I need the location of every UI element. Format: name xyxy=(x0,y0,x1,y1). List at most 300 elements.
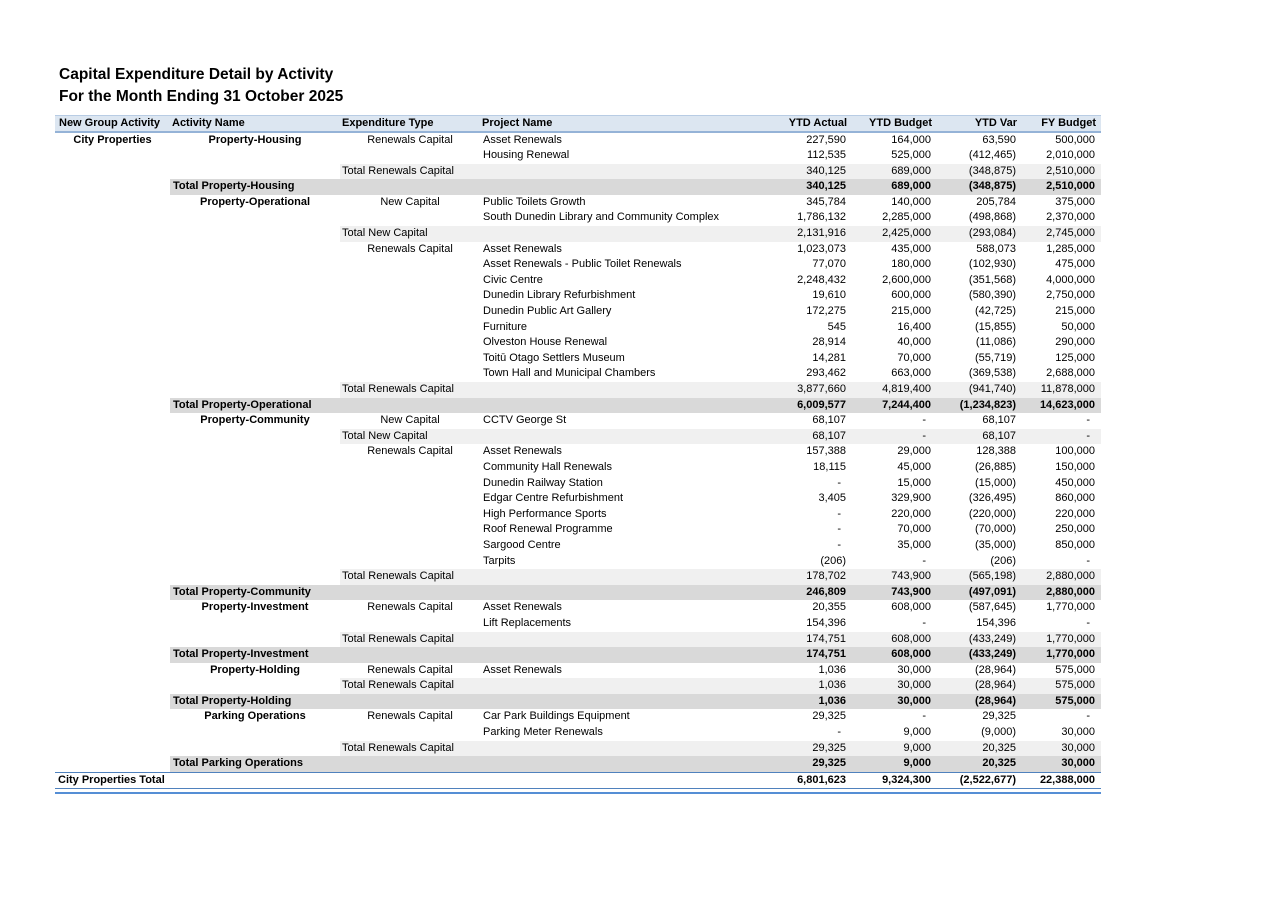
cell-ytd-actual: 14,281 xyxy=(812,351,846,364)
cell-ytd-actual: 19,610 xyxy=(812,289,846,302)
cell-expenditure-type: New Capital xyxy=(380,195,440,208)
cell-project: South Dunedin Library and Community Complex xyxy=(483,211,720,224)
cell-activity xyxy=(170,382,340,398)
table-row xyxy=(55,772,1101,789)
cell-ytd-actual: - xyxy=(837,507,841,520)
cell-ytd-budget: - xyxy=(922,710,926,723)
table-row xyxy=(55,242,1101,258)
cell-project: Civic Centre xyxy=(483,273,543,286)
table-row xyxy=(55,257,1101,273)
cell-activity: Parking Operations xyxy=(204,710,306,723)
cell-expenditure-type: Renewals Capital xyxy=(367,601,453,614)
cell-ytd-budget: 4,819,400 xyxy=(852,382,937,398)
cell-ytd-var: (587,645) xyxy=(968,601,1016,614)
cell-ytd-budget: 689,000 xyxy=(852,179,937,195)
total-label: Total Property-Holding xyxy=(170,694,740,710)
cell-group: City Properties xyxy=(73,133,152,146)
cell-ytd-budget: 2,425,000 xyxy=(852,226,937,242)
cell-ytd-var: 20,325 xyxy=(937,741,1022,757)
cell-group xyxy=(55,257,170,273)
table-row xyxy=(55,678,1101,694)
cell-group xyxy=(55,476,170,492)
subtotal-label: Total Renewals Capital xyxy=(340,382,740,398)
cell-group xyxy=(55,320,170,336)
cell-project: Asset Renewals xyxy=(483,601,562,614)
cell-fy-budget: - xyxy=(1086,710,1090,723)
cell-activity xyxy=(170,288,340,304)
table-row xyxy=(55,320,1101,336)
cell-ytd-budget: 743,900 xyxy=(852,585,937,601)
cell-ytd-budget: 9,000 xyxy=(903,726,931,739)
capital-expenditure-report xyxy=(55,64,1101,794)
cell-ytd-budget: 608,000 xyxy=(852,647,937,663)
cell-expenditure-type xyxy=(340,538,480,554)
cell-activity: Property-Operational xyxy=(199,195,311,208)
cell-ytd-var: (580,390) xyxy=(968,289,1016,302)
cell-project: Dunedin Public Art Gallery xyxy=(483,305,612,318)
cell-ytd-actual: 2,248,432 xyxy=(797,273,846,286)
cell-ytd-actual: 20,355 xyxy=(812,601,846,614)
cell-group xyxy=(55,351,170,367)
cell-project: Edgar Centre Refurbishment xyxy=(483,492,624,505)
cell-ytd-budget: 16,400 xyxy=(897,320,931,333)
cell-ytd-actual: 174,751 xyxy=(740,632,852,648)
table-row xyxy=(55,195,1101,211)
column-header-project-name: Project Name xyxy=(480,116,740,132)
cell-fy-budget: 215,000 xyxy=(1055,305,1095,318)
cell-group xyxy=(55,694,170,710)
cell-fy-budget: 2,880,000 xyxy=(1022,569,1101,585)
cell-ytd-actual: 2,131,916 xyxy=(740,226,852,242)
cell-ytd-budget: - xyxy=(922,554,926,567)
cell-ytd-budget: 600,000 xyxy=(891,289,931,302)
cell-group xyxy=(55,756,170,772)
cell-ytd-var: 20,325 xyxy=(937,756,1022,772)
table-row xyxy=(55,507,1101,523)
cell-ytd-var: (28,964) xyxy=(937,694,1022,710)
table-row xyxy=(55,569,1101,585)
cell-ytd-actual: 28,914 xyxy=(812,336,846,349)
subtotal-label: Total Renewals Capital xyxy=(340,164,740,180)
cell-ytd-actual: 157,388 xyxy=(806,445,846,458)
column-header-ytd-var: YTD Var xyxy=(937,116,1022,132)
cell-expenditure-type xyxy=(340,210,480,226)
cell-fy-budget: 30,000 xyxy=(1022,741,1101,757)
cell-ytd-actual: 77,070 xyxy=(812,258,846,271)
cell-activity xyxy=(170,616,340,632)
cell-fy-budget: 575,000 xyxy=(1022,694,1101,710)
cell-activity xyxy=(170,273,340,289)
cell-group xyxy=(55,460,170,476)
cell-ytd-var: (565,198) xyxy=(937,569,1022,585)
cell-ytd-actual: - xyxy=(837,476,841,489)
cell-project: Town Hall and Municipal Chambers xyxy=(483,367,656,380)
subtotal-label: Total New Capital xyxy=(340,429,740,445)
cell-activity xyxy=(170,569,340,585)
cell-ytd-actual: 1,036 xyxy=(740,694,852,710)
cell-activity xyxy=(170,429,340,445)
cell-group xyxy=(55,632,170,648)
cell-expenditure-type xyxy=(340,366,480,382)
table-row xyxy=(55,429,1101,445)
cell-ytd-actual: 1,023,073 xyxy=(797,242,846,255)
table-row xyxy=(55,179,1101,195)
table-header-row xyxy=(55,116,1101,132)
cell-ytd-budget: - xyxy=(852,429,937,445)
cell-fy-budget: 2,688,000 xyxy=(1046,367,1095,380)
cell-ytd-budget: - xyxy=(922,616,926,629)
table-row xyxy=(55,616,1101,632)
cell-activity xyxy=(170,148,340,164)
table-row xyxy=(55,164,1101,180)
cell-project: Asset Renewals xyxy=(483,133,562,146)
cell-ytd-var: 588,073 xyxy=(976,242,1016,255)
cell-ytd-var: (28,964) xyxy=(937,678,1022,694)
cell-ytd-var: (433,249) xyxy=(937,632,1022,648)
cell-ytd-budget: 2,285,000 xyxy=(882,211,931,224)
cell-project: Tarpits xyxy=(483,554,516,567)
cell-project: Public Toilets Growth xyxy=(483,195,586,208)
cell-ytd-actual: - xyxy=(837,538,841,551)
table-row xyxy=(55,647,1101,663)
cell-activity: Property-Investment xyxy=(201,601,309,614)
cell-ytd-budget: 9,324,300 xyxy=(852,772,937,789)
cell-ytd-actual: 112,535 xyxy=(807,149,846,162)
cell-fy-budget: 50,000 xyxy=(1061,320,1095,333)
cell-activity xyxy=(170,460,340,476)
table-row xyxy=(55,444,1101,460)
table-row xyxy=(55,756,1101,772)
column-header-expenditure-type: Expenditure Type xyxy=(340,116,480,132)
cell-ytd-budget: 329,900 xyxy=(891,492,931,505)
cell-ytd-var: (2,522,677) xyxy=(937,772,1022,789)
column-header-activity-name: Activity Name xyxy=(170,116,340,132)
cell-project: High Performance Sports xyxy=(483,507,607,520)
cell-group xyxy=(55,709,170,725)
cell-ytd-var: (941,740) xyxy=(937,382,1022,398)
cell-group xyxy=(55,538,170,554)
cell-expenditure-type: Renewals Capital xyxy=(367,445,453,458)
cell-project: Asset Renewals xyxy=(483,663,562,676)
grand-total-label: City Properties Total xyxy=(55,772,740,789)
cell-ytd-budget: 70,000 xyxy=(897,351,931,364)
cell-group xyxy=(55,288,170,304)
cell-ytd-actual: 6,801,623 xyxy=(740,772,852,789)
cell-ytd-var: (293,084) xyxy=(937,226,1022,242)
cell-expenditure-type xyxy=(340,320,480,336)
cell-ytd-budget: 30,000 xyxy=(897,663,931,676)
cell-ytd-actual: 246,809 xyxy=(740,585,852,601)
cell-ytd-var: 68,107 xyxy=(982,414,1016,427)
cell-ytd-budget: 608,000 xyxy=(891,601,931,614)
cell-fy-budget: 150,000 xyxy=(1055,460,1095,473)
cell-activity xyxy=(170,242,340,258)
subtotal-label: Total Renewals Capital xyxy=(340,632,740,648)
cell-group xyxy=(55,304,170,320)
cell-group xyxy=(55,647,170,663)
cell-group xyxy=(55,429,170,445)
cell-ytd-var: (9,000) xyxy=(981,726,1016,739)
cell-ytd-budget: 140,000 xyxy=(891,195,931,208)
cell-ytd-budget: - xyxy=(922,414,926,427)
cell-ytd-actual: 1,786,132 xyxy=(797,211,846,224)
cell-expenditure-type: Renewals Capital xyxy=(367,663,453,676)
cell-ytd-budget: 2,600,000 xyxy=(882,273,931,286)
table-row xyxy=(55,382,1101,398)
table-row xyxy=(55,460,1101,476)
cell-ytd-var: (220,000) xyxy=(968,507,1016,520)
cell-fy-budget: 30,000 xyxy=(1061,726,1095,739)
cell-ytd-var: (348,875) xyxy=(937,164,1022,180)
cell-fy-budget: 475,000 xyxy=(1055,258,1095,271)
cell-fy-budget: 375,000 xyxy=(1055,195,1095,208)
cell-activity xyxy=(170,226,340,242)
cell-fy-budget: 2,510,000 xyxy=(1022,179,1101,195)
cell-expenditure-type xyxy=(340,304,480,320)
cell-project: Roof Renewal Programme xyxy=(483,523,613,536)
cell-activity xyxy=(170,507,340,523)
cell-ytd-actual: 3,405 xyxy=(818,492,846,505)
cell-project: Asset Renewals xyxy=(483,242,562,255)
cell-group xyxy=(55,569,170,585)
cell-activity xyxy=(170,366,340,382)
cell-activity xyxy=(170,164,340,180)
table-row xyxy=(55,663,1101,679)
cell-fy-budget: 30,000 xyxy=(1022,756,1101,772)
cell-ytd-var: (351,568) xyxy=(968,273,1016,286)
cell-group xyxy=(55,741,170,757)
cell-ytd-budget: 689,000 xyxy=(852,164,937,180)
cell-ytd-budget: 29,000 xyxy=(897,445,931,458)
cell-ytd-actual: 3,877,660 xyxy=(740,382,852,398)
cell-project: Sargood Centre xyxy=(483,538,561,551)
cell-expenditure-type: Renewals Capital xyxy=(367,242,453,255)
cell-ytd-actual: - xyxy=(837,523,841,536)
cell-ytd-var: (412,465) xyxy=(968,149,1016,162)
cell-ytd-actual: (206) xyxy=(820,554,846,567)
cell-fy-budget: 1,285,000 xyxy=(1046,242,1095,255)
column-header-ytd-budget: YTD Budget xyxy=(852,116,937,132)
cell-fy-budget: 2,750,000 xyxy=(1046,289,1095,302)
report-subtitle: For the Month Ending 31 October 2025 xyxy=(59,88,344,105)
cell-fy-budget: 2,745,000 xyxy=(1022,226,1101,242)
cell-expenditure-type xyxy=(340,725,480,741)
cell-ytd-var: (102,930) xyxy=(968,258,1016,271)
table-row xyxy=(55,273,1101,289)
cell-group xyxy=(55,507,170,523)
cell-group xyxy=(55,444,170,460)
cell-fy-budget: - xyxy=(1086,554,1090,567)
cell-ytd-budget: 608,000 xyxy=(852,632,937,648)
cell-expenditure-type xyxy=(340,554,480,570)
table-row xyxy=(55,632,1101,648)
cell-ytd-var: (15,855) xyxy=(975,320,1016,333)
cell-activity xyxy=(170,210,340,226)
cell-ytd-actual: 174,751 xyxy=(740,647,852,663)
cell-fy-budget: 850,000 xyxy=(1055,538,1095,551)
cell-project: Housing Renewal xyxy=(483,149,570,162)
cell-ytd-actual: 29,325 xyxy=(740,741,852,757)
cell-ytd-actual: 345,784 xyxy=(806,195,846,208)
cell-fy-budget: 220,000 xyxy=(1055,507,1095,520)
cell-ytd-budget: 743,900 xyxy=(852,569,937,585)
cell-group xyxy=(55,398,170,414)
table-row xyxy=(55,476,1101,492)
cell-fy-budget: 575,000 xyxy=(1055,663,1095,676)
cell-group xyxy=(55,585,170,601)
cell-fy-budget: 4,000,000 xyxy=(1046,273,1095,286)
report-title: Capital Expenditure Detail by Activity xyxy=(59,66,334,83)
cell-project: Dunedin Library Refurbishment xyxy=(483,289,636,302)
cell-fy-budget: 500,000 xyxy=(1055,133,1095,146)
cell-ytd-actual: 154,396 xyxy=(806,616,846,629)
cell-expenditure-type xyxy=(340,460,480,476)
table-row xyxy=(55,366,1101,382)
cell-fy-budget: 2,510,000 xyxy=(1022,164,1101,180)
table-row xyxy=(55,600,1101,616)
cell-ytd-actual: 178,702 xyxy=(740,569,852,585)
cell-group xyxy=(55,382,170,398)
cell-activity xyxy=(170,320,340,336)
cell-activity xyxy=(170,678,340,694)
cell-project: Community Hall Renewals xyxy=(483,460,612,473)
cell-ytd-actual: 68,107 xyxy=(812,414,846,427)
cell-group xyxy=(55,522,170,538)
cell-ytd-actual: 29,325 xyxy=(740,756,852,772)
cell-expenditure-type: Renewals Capital xyxy=(367,133,453,146)
cell-ytd-budget: 435,000 xyxy=(891,242,931,255)
grand-total-double-rule xyxy=(55,792,1101,794)
cell-ytd-var: (11,086) xyxy=(975,336,1016,349)
cell-group xyxy=(55,663,170,679)
cell-expenditure-type xyxy=(340,273,480,289)
cell-ytd-var: (206) xyxy=(990,554,1016,567)
cell-ytd-var: (35,000) xyxy=(975,538,1016,551)
cell-group xyxy=(55,242,170,258)
cell-group xyxy=(55,273,170,289)
cell-ytd-var: (326,495) xyxy=(968,492,1016,505)
cell-ytd-var: (28,964) xyxy=(975,663,1016,676)
cell-group xyxy=(55,148,170,164)
cell-ytd-actual: 68,107 xyxy=(740,429,852,445)
cell-ytd-actual: 1,036 xyxy=(740,678,852,694)
cell-ytd-budget: 9,000 xyxy=(852,741,937,757)
cell-group xyxy=(55,616,170,632)
cell-group xyxy=(55,226,170,242)
subtotal-label: Total Renewals Capital xyxy=(340,678,740,694)
cell-fy-budget: 450,000 xyxy=(1055,476,1095,489)
cell-group xyxy=(55,366,170,382)
cell-activity xyxy=(170,304,340,320)
subtotal-label: Total Renewals Capital xyxy=(340,569,740,585)
cell-project: Asset Renewals - Public Toilet Renewals xyxy=(483,258,682,271)
table-row xyxy=(55,288,1101,304)
cell-project: Asset Renewals xyxy=(483,445,562,458)
cell-expenditure-type xyxy=(340,616,480,632)
cell-ytd-budget: 30,000 xyxy=(852,694,937,710)
cell-activity xyxy=(170,335,340,351)
cell-fy-budget: 2,880,000 xyxy=(1022,585,1101,601)
cell-fy-budget: - xyxy=(1086,414,1090,427)
capital-expenditure-table xyxy=(55,115,1101,789)
cell-ytd-budget: 15,000 xyxy=(897,476,931,489)
cell-activity: Property-Community xyxy=(200,414,310,427)
cell-ytd-var: (55,719) xyxy=(975,351,1016,364)
cell-activity xyxy=(170,522,340,538)
cell-ytd-var: (15,000) xyxy=(975,476,1016,489)
cell-ytd-var: (369,538) xyxy=(968,367,1016,380)
table-row xyxy=(55,554,1101,570)
cell-ytd-actual: 18,115 xyxy=(813,460,846,473)
cell-fy-budget: 2,370,000 xyxy=(1046,211,1095,224)
total-label: Total Property-Investment xyxy=(170,647,740,663)
cell-ytd-var: (26,885) xyxy=(975,460,1016,473)
cell-expenditure-type xyxy=(340,335,480,351)
table-row xyxy=(55,226,1101,242)
cell-ytd-budget: 525,000 xyxy=(891,149,931,162)
table-row xyxy=(55,132,1101,149)
cell-ytd-var: 154,396 xyxy=(976,616,1016,629)
cell-fy-budget: 1,770,000 xyxy=(1022,632,1101,648)
cell-activity xyxy=(170,444,340,460)
cell-group xyxy=(55,210,170,226)
cell-fy-budget: 1,770,000 xyxy=(1046,601,1095,614)
cell-activity: Property-Housing xyxy=(208,133,302,146)
cell-group xyxy=(55,600,170,616)
table-row xyxy=(55,491,1101,507)
cell-ytd-budget: 180,000 xyxy=(891,258,931,271)
cell-activity xyxy=(170,632,340,648)
cell-fy-budget: - xyxy=(1022,429,1101,445)
cell-ytd-budget: 215,000 xyxy=(891,305,931,318)
cell-expenditure-type xyxy=(340,288,480,304)
cell-ytd-budget: 7,244,400 xyxy=(852,398,937,414)
cell-expenditure-type xyxy=(340,522,480,538)
cell-activity xyxy=(170,491,340,507)
cell-project: Dunedin Railway Station xyxy=(483,476,603,489)
cell-ytd-var: 128,388 xyxy=(976,445,1016,458)
cell-fy-budget: 125,000 xyxy=(1055,351,1095,364)
cell-ytd-var: 68,107 xyxy=(937,429,1022,445)
cell-expenditure-type: Renewals Capital xyxy=(367,710,453,723)
cell-expenditure-type xyxy=(340,257,480,273)
subtotal-label: Total Renewals Capital xyxy=(340,741,740,757)
cell-ytd-var: (1,234,823) xyxy=(937,398,1022,414)
cell-ytd-actual: 6,009,577 xyxy=(740,398,852,414)
cell-fy-budget: 11,878,000 xyxy=(1022,382,1101,398)
cell-ytd-var: 205,784 xyxy=(976,195,1016,208)
total-label: Total Property-Housing xyxy=(170,179,740,195)
cell-ytd-var: (42,725) xyxy=(975,305,1016,318)
cell-ytd-var: 63,590 xyxy=(982,133,1016,146)
cell-ytd-actual: 29,325 xyxy=(812,710,846,723)
cell-fy-budget: 14,623,000 xyxy=(1022,398,1101,414)
table-row xyxy=(55,148,1101,164)
cell-project: Lift Replacements xyxy=(483,616,572,629)
cell-ytd-budget: 164,000 xyxy=(891,133,931,146)
cell-expenditure-type xyxy=(340,148,480,164)
table-row xyxy=(55,725,1101,741)
cell-ytd-budget: 40,000 xyxy=(897,336,931,349)
cell-fy-budget: 1,770,000 xyxy=(1022,647,1101,663)
cell-project: Parking Meter Renewals xyxy=(483,726,603,739)
cell-ytd-budget: 220,000 xyxy=(891,507,931,520)
cell-expenditure-type xyxy=(340,491,480,507)
cell-project: CCTV George St xyxy=(483,414,567,427)
cell-ytd-var: 29,325 xyxy=(982,710,1016,723)
cell-ytd-actual: 172,275 xyxy=(806,305,846,318)
cell-ytd-actual: - xyxy=(837,726,841,739)
